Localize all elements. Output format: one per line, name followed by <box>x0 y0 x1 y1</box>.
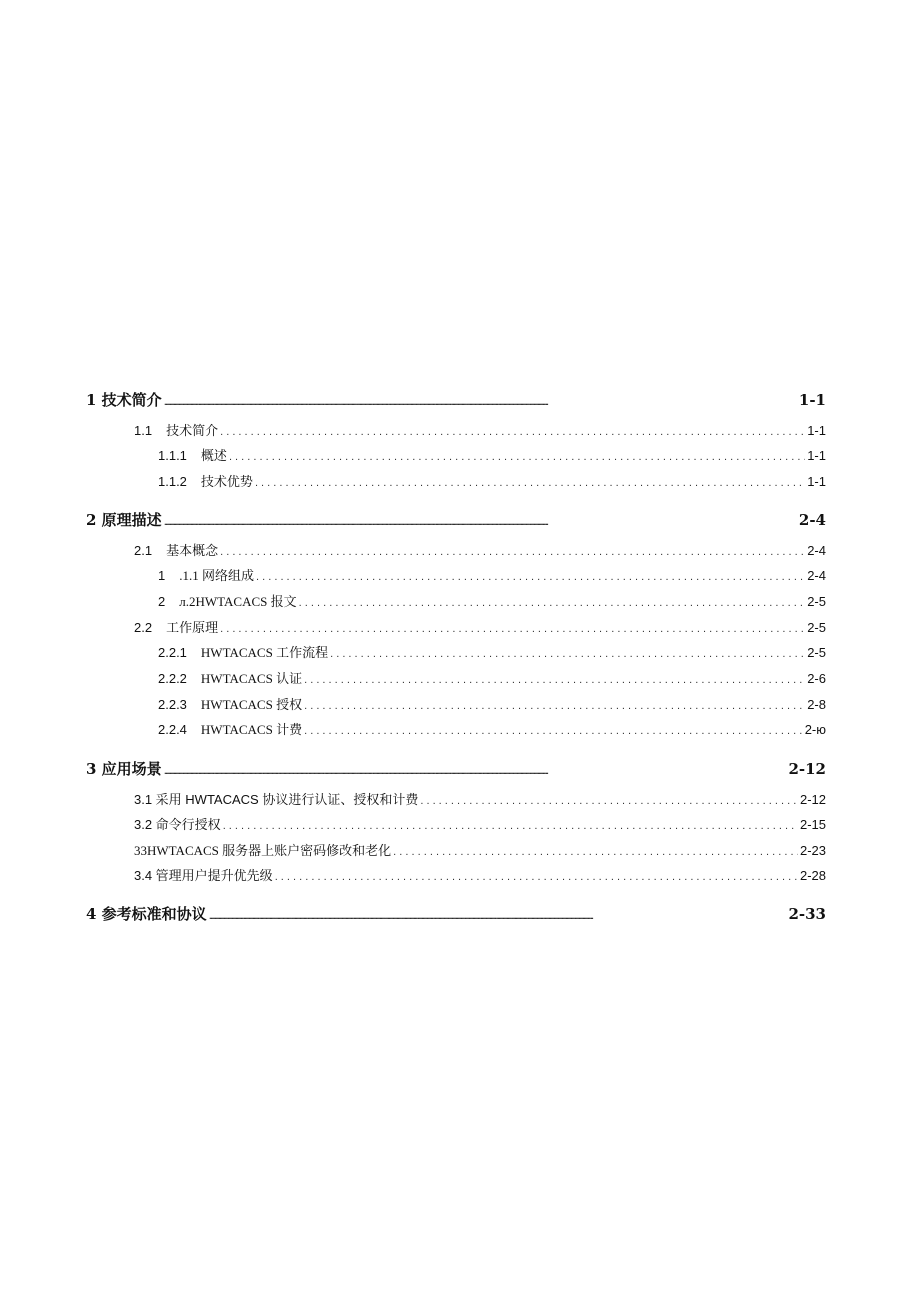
toc-entry-title: 技术简介 <box>166 423 219 438</box>
toc-entry-2-2-1[interactable] <box>158 642 826 662</box>
toc-entry-3-2[interactable] <box>134 814 826 834</box>
toc-entry-page: 2-5 <box>807 620 826 635</box>
toc-entry-1-1[interactable] <box>134 420 826 440</box>
toc-entry-title: 基本概念 <box>166 543 219 558</box>
toc-entry-title: 2 原理描述 <box>86 511 162 529</box>
toc-entry-page: 2-8 <box>807 697 826 712</box>
toc-entry-title: 3.4 管理用户提升优先级 <box>134 868 273 883</box>
toc-entry-title: 概述 <box>200 448 227 463</box>
toc-entry-1-1-2[interactable] <box>158 471 826 491</box>
toc-entry-2-1-2[interactable] <box>158 591 826 611</box>
toc-entry-page: 2-12 <box>799 792 826 807</box>
toc-entry-number: 2.2.1 <box>158 645 187 660</box>
dot-leader <box>220 623 805 635</box>
toc-entry-page: 2-4 <box>807 568 826 583</box>
toc-entry-page: 2-12 <box>788 760 826 778</box>
dot-leader <box>330 648 805 660</box>
dot-leader <box>304 725 803 737</box>
toc-entry-title: HWTACACS 授权 <box>200 697 303 712</box>
toc-entry-number: 2.2.4 <box>158 722 187 737</box>
toc-entry-page: 2-33 <box>788 905 826 923</box>
dot-leader <box>220 426 805 438</box>
toc-entry-number: 1 <box>158 568 166 583</box>
dot-leader <box>255 477 805 489</box>
toc-entry-page: 2-15 <box>799 817 826 832</box>
dot-leader <box>420 795 798 807</box>
toc-entry-chapter-2[interactable] <box>86 509 826 531</box>
toc-entry-page: 2-6 <box>807 671 826 686</box>
toc-entry-page: 2-4 <box>807 543 826 558</box>
toc-entry-title: HWTACACS 工作流程 <box>200 645 329 660</box>
dot-leader <box>299 597 806 609</box>
toc-entry-title: 技术优势 <box>200 474 253 489</box>
dot-leader <box>209 908 787 922</box>
dot-leader <box>393 846 798 858</box>
toc-entry-number: 2.1 <box>134 543 153 558</box>
toc-entry-page: 1-1 <box>807 423 826 438</box>
toc-entry-number: 2.2 <box>134 620 153 635</box>
dot-leader <box>275 871 798 883</box>
toc-entry-title: HWTACACS 计费 <box>200 722 303 737</box>
toc-entry-title: л.2HWTACACS 报文 <box>179 594 297 609</box>
dot-leader <box>164 763 787 777</box>
toc-entry-page: 1-1 <box>807 448 826 463</box>
dot-leader <box>223 820 798 832</box>
toc-entry-3-4[interactable] <box>134 865 826 885</box>
dot-leader <box>164 394 797 408</box>
toc-entry-2-1-1[interactable] <box>158 565 826 585</box>
toc-entry-page: 2-23 <box>799 843 826 858</box>
toc-entry-number: 1.1 <box>134 423 153 438</box>
toc-entry-chapter-1[interactable] <box>86 389 826 411</box>
toc-entry-title: 1 技术简介 <box>86 391 162 409</box>
dot-leader <box>304 700 805 712</box>
toc-entry-title: 33HWTACACS 服务器上账户密码修改和老化 <box>134 843 392 858</box>
toc-entry-3-1[interactable] <box>134 789 826 809</box>
toc-entry-page: 2-5 <box>807 645 826 660</box>
dot-leader <box>304 674 805 686</box>
dot-leader <box>220 546 805 558</box>
toc-entry-2-2-4[interactable] <box>158 719 826 739</box>
toc-entry-chapter-4[interactable] <box>86 903 826 925</box>
toc-entry-page: 2-ю <box>804 722 826 737</box>
toc-entry-2-2[interactable] <box>134 617 826 637</box>
toc-entry-page: 2-5 <box>807 594 826 609</box>
toc-entry-page: 2-4 <box>798 511 826 529</box>
toc-entry-title: 工作原理 <box>166 620 219 635</box>
toc-entry-number: 2.2.3 <box>158 697 187 712</box>
toc-entry-3-3[interactable] <box>134 840 826 860</box>
toc-entry-2-2-3[interactable] <box>158 694 826 714</box>
toc-entry-title: 4 参考标准和协议 <box>86 905 207 923</box>
toc-entry-title: 3.2 命令行授权 <box>134 817 221 832</box>
toc-entry-page: 2-28 <box>799 868 826 883</box>
dot-leader <box>164 514 797 528</box>
toc-entry-number: 2.2.2 <box>158 671 187 686</box>
dot-leader <box>229 451 805 463</box>
toc-entry-page: 1-1 <box>807 474 826 489</box>
toc-entry-title: HWTACACS 认证 <box>200 671 303 686</box>
toc-entry-title: 3 应用场景 <box>86 760 162 778</box>
toc-entry-2-1[interactable] <box>134 540 826 560</box>
dot-leader <box>256 571 805 583</box>
toc-entry-number: 1.1.2 <box>158 474 187 489</box>
toc-entry-number: 2 <box>158 594 166 609</box>
toc-entry-page: 1-1 <box>798 391 826 409</box>
toc-entry-1-1-1[interactable] <box>158 445 826 465</box>
toc-entry-title: .1.1 网络组成 <box>179 568 254 583</box>
toc-entry-2-2-2[interactable] <box>158 668 826 688</box>
toc-entry-title: 3.1 采用 HWTACACS 协议进行认证、授权和计费 <box>134 792 419 807</box>
toc-entry-chapter-3[interactable] <box>86 758 826 780</box>
toc-entry-number: 1.1.1 <box>158 448 187 463</box>
